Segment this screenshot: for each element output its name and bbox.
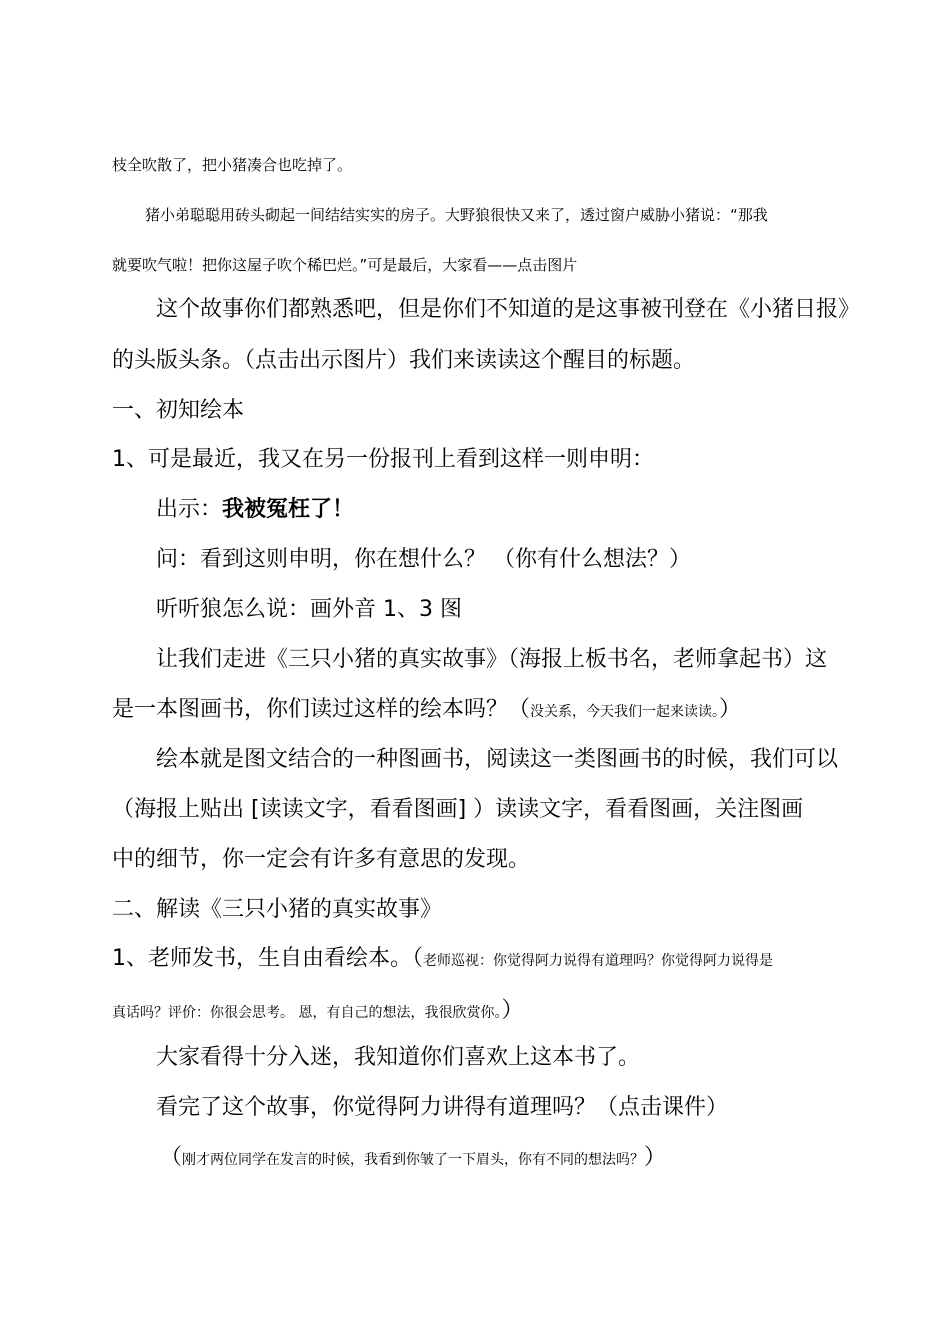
- text-line: 大家看得十分入迷，我知道你们喜欢上这本书了。: [156, 1045, 641, 1070]
- text-line: [112, 699, 741, 721]
- text-note: 没关系，今天我们一起来读读。: [530, 704, 720, 720]
- text-prefix: 出示：: [156, 497, 223, 522]
- text-line: （海报上贴出 [读读文字，看看图画] ）读读文字，看看图画，关注图画: [112, 797, 804, 822]
- text-note: 刚才两位同学在发言的时候，我看到你皱了一下眉头，你有不同的想法吗？: [182, 1152, 645, 1168]
- text-line: [160, 1147, 666, 1169]
- text-note: 老师巡视：你觉得阿力说得有道理吗？你觉得阿力说得是: [423, 953, 773, 969]
- text-line: 的头版头条。（点击出示图片）我们来读读这个醒目的标题。: [112, 348, 696, 373]
- section-heading: 一、初知绘本: [112, 398, 245, 423]
- text-line: [112, 948, 773, 970]
- paren-close: ）: [644, 1145, 667, 1170]
- section-heading: 二、解读《三只小猪的真实故事》: [112, 897, 443, 922]
- text-line: 问：看到这则申明，你在想什么？ （你有什么想法？）: [156, 547, 691, 572]
- text-line: [156, 499, 354, 521]
- text-line: 让我们走进《三只小猪的真实故事》（海报上板书名，老师拿起书）这: [156, 647, 828, 672]
- text-line: 听听狼怎么说：画外音 1、3 图: [156, 597, 462, 622]
- text-line: 猪小弟聪聪用砖头砌起一间结结实实的房子。大野狼很快又来了，透过窗户威胁小猪说：“那我: [145, 206, 768, 224]
- text-line: 绘本就是图文结合的一种图画书，阅读这一类图画书的时候，我们可以: [156, 747, 839, 772]
- paren-open: （: [160, 1145, 183, 1170]
- text-line: 这个故事你们都熟悉吧，但是你们不知道的是这事被刊登在《小猪日报》: [156, 297, 861, 322]
- paren-close: ）: [501, 998, 524, 1023]
- text-main: 1、老师发书，生自由看绘本。（: [112, 946, 423, 971]
- text-line: [112, 1000, 523, 1022]
- text-main: 是一本图画书，你们读过这样的绘本吗？（: [112, 697, 531, 722]
- text-line: 枝全吹散了，把小猪凑合也吃掉了。: [112, 156, 353, 174]
- text-line: 看完了这个故事，你觉得阿力讲得有道理吗？（点击课件）: [156, 1095, 729, 1120]
- bold-statement: 我被冤枉了！: [222, 497, 355, 522]
- text-line: 中的细节，你一定会有许多有意思的发现。: [112, 847, 531, 872]
- paren-close: ）: [719, 697, 742, 722]
- text-line: 就要吹气啦！把你这屋子吹个稀巴烂。”可是最后，大家看——点击图片: [112, 256, 578, 274]
- text-line: 1、可是最近，我又在另一份报刊上看到这样一则申明：: [112, 447, 654, 472]
- text-note: 真话吗？评价：你很会思考。 恩，有自己的想法，我很欣赏你。: [112, 1005, 502, 1021]
